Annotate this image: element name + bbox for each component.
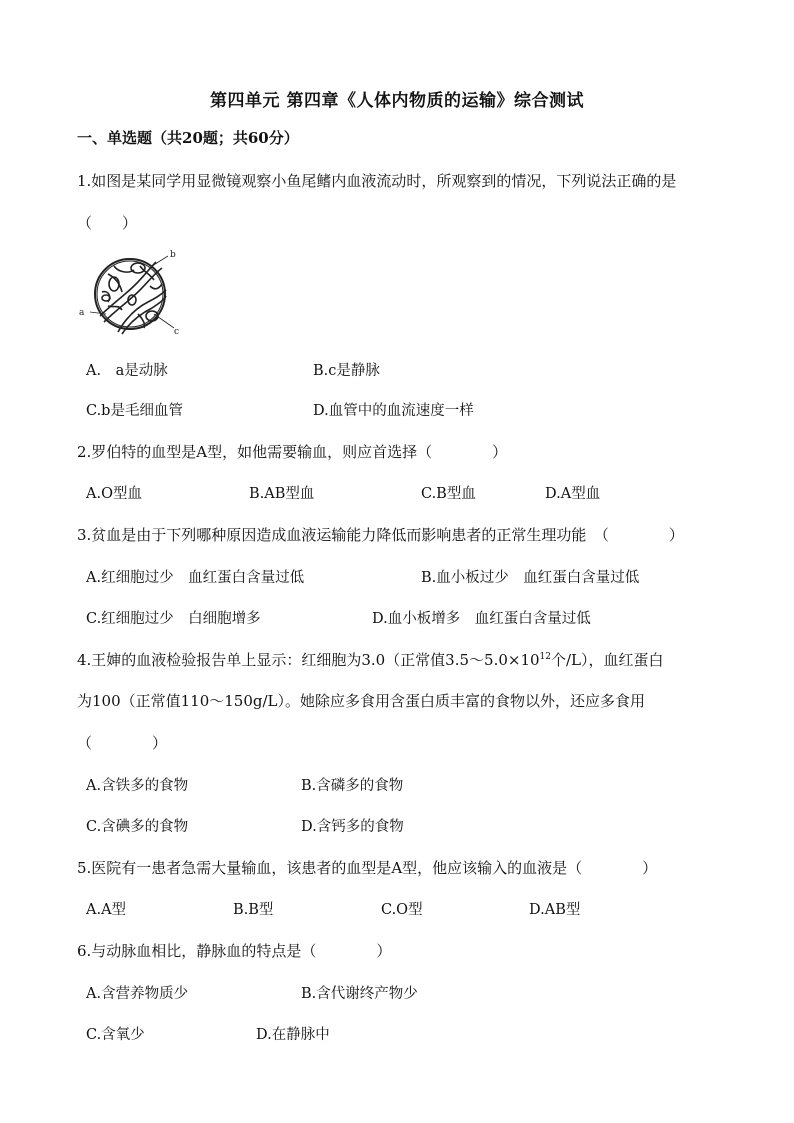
figure-label-b: b <box>170 250 176 260</box>
q1-option-c[interactable]: C.b是毛细血管 <box>86 403 183 419</box>
q3-option-b[interactable]: B.血小板过少 血红蛋白含量过低 <box>421 570 640 586</box>
figure-label-c: c <box>174 327 180 337</box>
q2-option-c[interactable]: C.B型血 <box>421 486 476 502</box>
q2-option-a[interactable]: A.O型血 <box>86 486 142 502</box>
q1-option-a[interactable]: A. a是动脉 <box>86 363 168 379</box>
q2-option-b[interactable]: B.AB型血 <box>249 486 315 502</box>
q4-option-d[interactable]: D.含钙多的食物 <box>301 819 404 835</box>
page-title: 第四单元 第四章《人体内物质的运输》综合测试 <box>210 91 584 111</box>
microscope-figure <box>78 244 190 340</box>
question-4-text-line1: 4.王婶的血液检验报告单上显示：红细胞为3.0（正常值$3.5\sim 5.0\times 10^{12}$个/L），血红蛋白 <box>77 651 664 669</box>
q5-option-b[interactable]: B.B型 <box>233 902 274 918</box>
question-4-blank: （ ） <box>77 734 168 752</box>
q6-option-a[interactable]: A.含营养物质少 <box>86 986 189 1002</box>
q5-option-d[interactable]: D.AB型 <box>529 902 581 918</box>
figure-label-a: a <box>79 308 85 318</box>
q5-option-a[interactable]: A.A型 <box>86 902 127 918</box>
q3-option-a[interactable]: A.红细胞过少 血红蛋白含量过低 <box>86 570 305 586</box>
q4-option-a[interactable]: A.含铁多的食物 <box>86 778 189 794</box>
q3-option-c[interactable]: C.红细胞过少 白细胞增多 <box>86 611 261 627</box>
q3-option-d[interactable]: D.血小板增多 血红蛋白含量过低 <box>372 611 591 627</box>
question-6-text: 6.与动脉血相比，静脉血的特点是（ ） <box>77 942 392 960</box>
q4-option-c[interactable]: C.含碘多的食物 <box>86 819 189 835</box>
q2-option-d[interactable]: D.A型血 <box>545 486 601 502</box>
q1-option-d[interactable]: D.血管中的血流速度一样 <box>313 403 474 419</box>
q1-option-b[interactable]: B.c是静脉 <box>313 363 380 379</box>
question-5-text: 5.医院有一患者急需大量输血，该患者的血型是A型，他应该输入的血液是（ ） <box>77 859 658 877</box>
q5-option-c[interactable]: C.O型 <box>381 902 423 918</box>
q6-option-d[interactable]: D.在静脉中 <box>256 1027 330 1043</box>
question-4-text-line2: 为100（正常值110～150g/L）。她除应多食用含蛋白质丰富的食物以外，还应多食用 <box>77 692 646 710</box>
question-1-blank: （ ） <box>77 214 138 232</box>
question-1-text: 1.如图是某同学用显微镜观察小鱼尾鳍内血液流动时，所观察到的情况，下列说法正确的是 <box>77 172 677 190</box>
q4-option-b[interactable]: B.含磷多的食物 <box>301 778 404 794</box>
section-heading: 一、单选题（共20题；共60分） <box>77 129 299 147</box>
q6-option-b[interactable]: B.含代谢终产物少 <box>301 986 418 1002</box>
question-3-text: 3.贫血是由于下列哪种原因造成血液运输能力降低而影响患者的正常生理功能 （ ） <box>77 526 684 544</box>
q6-option-c[interactable]: C.含氧少 <box>86 1027 145 1043</box>
question-2-text: 2.罗伯特的血型是A型，如他需要输血，则应首选择（ ） <box>77 443 508 461</box>
